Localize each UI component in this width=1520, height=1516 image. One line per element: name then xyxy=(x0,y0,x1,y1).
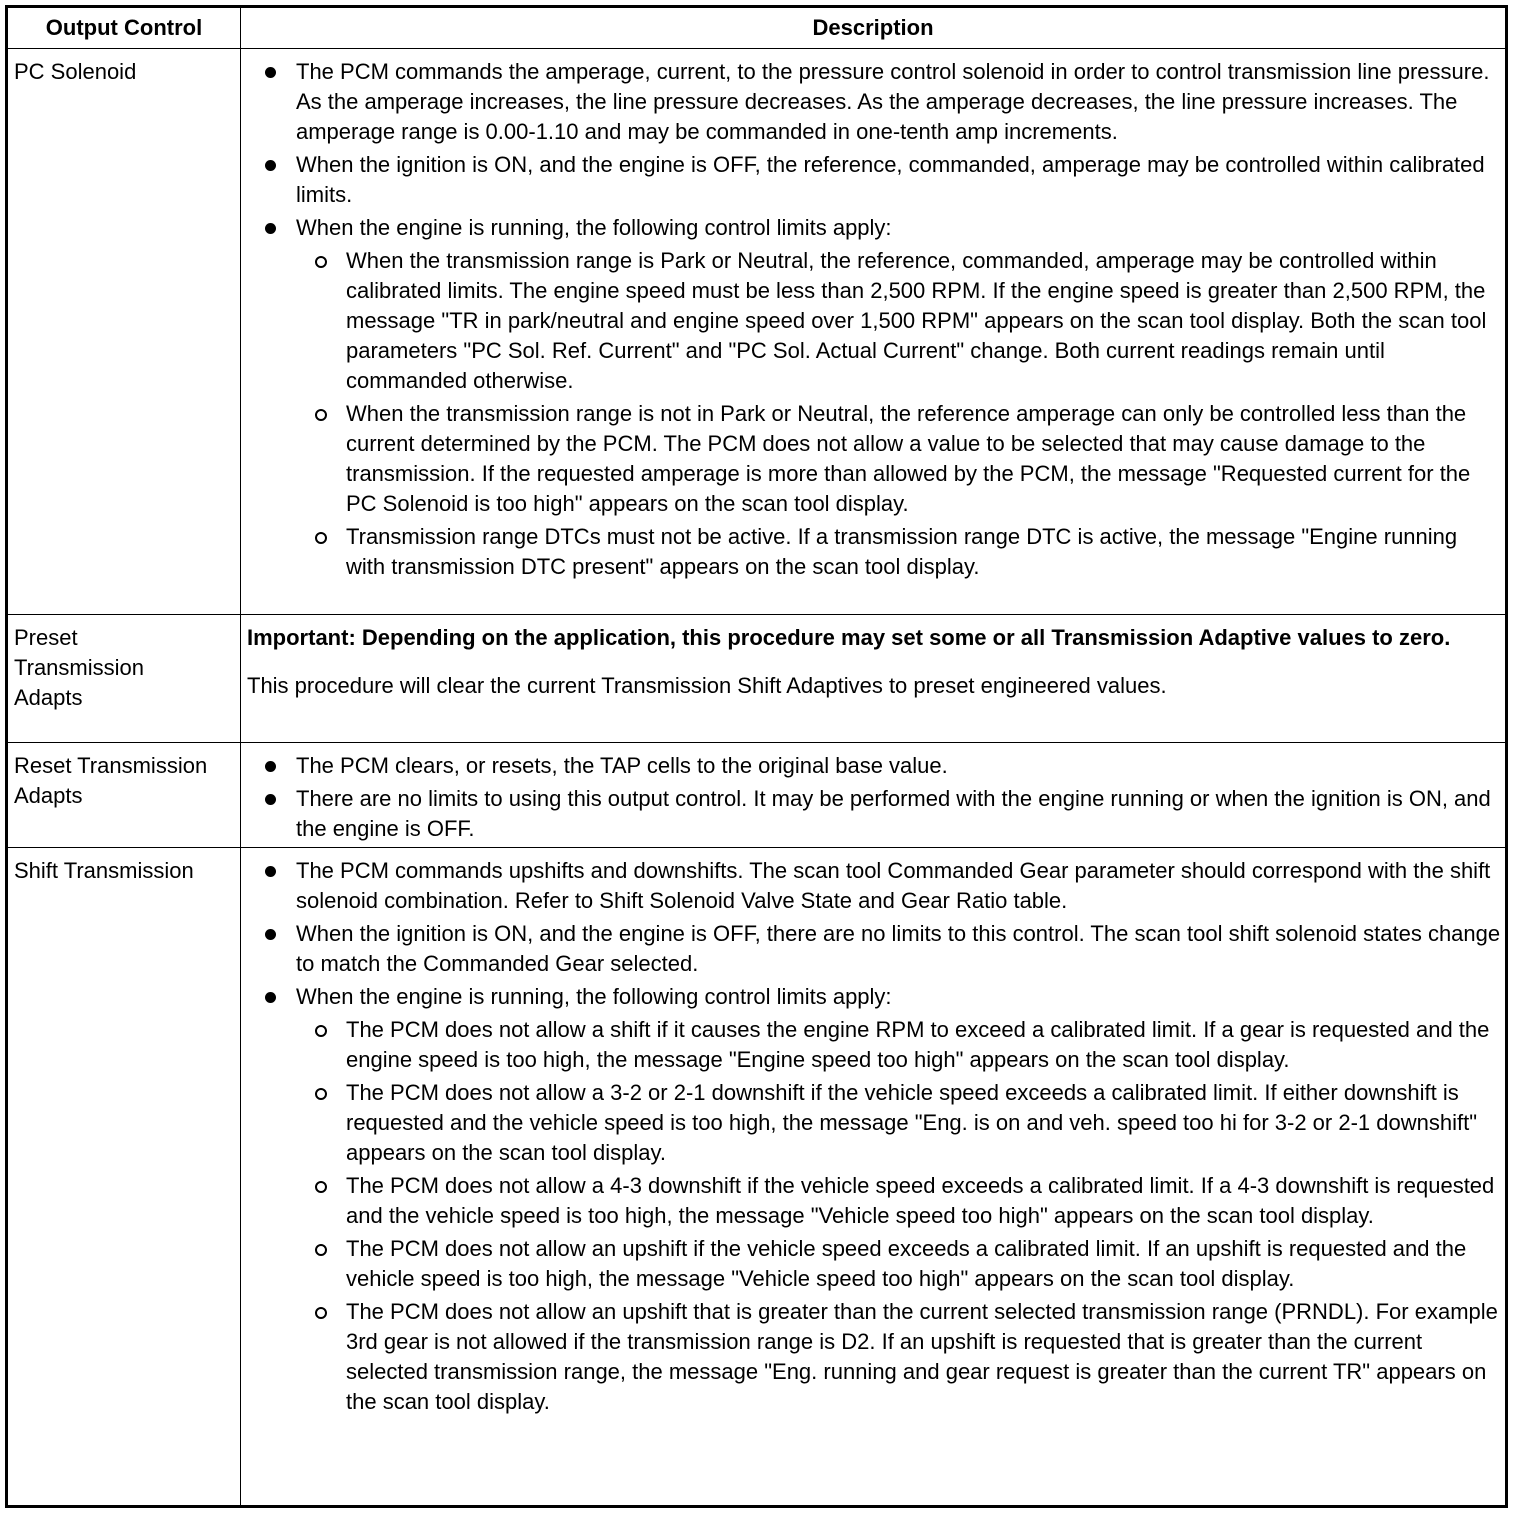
output-control-table xyxy=(5,5,1508,1508)
sub-bullet-item: When the transmission range is not in Park or Neutral, the reference amperage can only be controlled less than the current determined by the PCM. The PCM does not allow a value to be selected that may cause damage to the transmission. If the requested amperage is more than allowed by the PCM, the message "Requested current for the PC Solenoid is too high" appears on the scan tool display. xyxy=(241,399,1501,519)
row-name: PC Solenoid xyxy=(7,49,241,615)
sub-bullet-item: When the transmission range is Park or Neutral, the reference, commanded, amperage may be controlled within calibrated limits. The engine speed must be less than 2,500 RPM. If the engine speed is greater than 2,500 RPM, the message "TR in park/neutral and engine speed over 1,500 RPM" appears on the scan tool display. Both the scan tool parameters "PC Sol. Ref. Current" and "PC Sol. Actual Current" change. Both current readings remain until commanded otherwise. xyxy=(241,246,1501,396)
bullet-list xyxy=(241,856,1501,1417)
row-name: Preset Transmission Adapts xyxy=(7,615,241,743)
table-row xyxy=(7,49,1507,615)
bullet-item: The PCM commands the amperage, current, to the pressure control solenoid in order to control transmission line pressure. As the amperage increases, the line pressure decreases. As the amperage decreases, the line pressure increases. The amperage range is 0.00-1.10 and may be commanded in one-tenth amp increments. xyxy=(241,57,1501,147)
table-row xyxy=(7,848,1507,1507)
bullet-item: There are no limits to using this output control. It may be performed with the engine running or when the ignition is ON, and the engine is OFF. xyxy=(241,784,1501,844)
sub-bullet-item: The PCM does not allow an upshift that is greater than the current selected transmission range (PRNDL). For example 3rd gear is not allowed if the transmission range is D2. If an upshift is requested that is greater than the current selected transmission range, the message "Eng. running and gear request is greater than the current TR" appears on the scan tool display. xyxy=(241,1297,1501,1417)
sub-bullet-item: The PCM does not allow a shift if it causes the engine RPM to exceed a calibrated limit. If a gear is requested and the engine speed is too high, the message "Engine speed too high" appears on the scan tool display. xyxy=(241,1015,1501,1075)
sub-bullet-item: The PCM does not allow a 4-3 downshift if the vehicle speed exceeds a calibrated limit. If a 4-3 downshift is requested and the vehicle speed is too high, the message "Vehicle speed too high" appears on the scan tool display. xyxy=(241,1171,1501,1231)
bullet-item: When the engine is running, the following control limits apply: xyxy=(241,982,1501,1012)
bullet-item: When the ignition is ON, and the engine is OFF, there are no limits to this control. The scan tool shift solenoid states change to match the Commanded Gear selected. xyxy=(241,919,1501,979)
row-name: Shift Transmission xyxy=(7,848,241,1507)
table-row xyxy=(7,743,1507,848)
header-output-control: Output Control xyxy=(7,7,241,49)
bullet-list xyxy=(241,57,1501,582)
important-note: Important: Depending on the application, this procedure may set some or all Transmission Adaptive values to zero. xyxy=(247,625,1451,650)
row-name: Reset Transmission Adapts xyxy=(7,743,241,848)
sub-bullet-item: The PCM does not allow a 3-2 or 2-1 downshift if the vehicle speed exceeds a calibrated limit. If either downshift is requested and the vehicle speed is too high, the message "Eng. is on and veh. speed too hi for 3-2 or 2-1 downshift" appears on the scan tool display. xyxy=(241,1078,1501,1168)
sub-bullet-item: Transmission range DTCs must not be active. If a transmission range DTC is active, the message "Engine running with transmission DTC present" appears on the scan tool display. xyxy=(241,522,1501,582)
description-text: This procedure will clear the current Transmission Shift Adaptives to preset engineered values. xyxy=(247,673,1167,698)
sub-bullet-item: The PCM does not allow an upshift if the vehicle speed exceeds a calibrated limit. If an upshift is requested and the vehicle speed is too high, the message "Vehicle speed too high" appears on the scan tool display. xyxy=(241,1234,1501,1294)
bullet-list xyxy=(241,751,1501,844)
bullet-item: The PCM commands upshifts and downshifts. The scan tool Commanded Gear parameter should correspond with the shift solenoid combination. Refer to Shift Solenoid Valve State and Gear Ratio table. xyxy=(241,856,1501,916)
bullet-item: When the engine is running, the following control limits apply: xyxy=(241,213,1501,243)
bullet-item: When the ignition is ON, and the engine is OFF, the reference, commanded, amperage may be controlled within calibrated limits. xyxy=(241,150,1501,210)
header-description: Description xyxy=(241,7,1507,49)
header-row xyxy=(7,7,1507,49)
bullet-item: The PCM clears, or resets, the TAP cells to the original base value. xyxy=(241,751,1501,781)
table-row xyxy=(7,615,1507,743)
